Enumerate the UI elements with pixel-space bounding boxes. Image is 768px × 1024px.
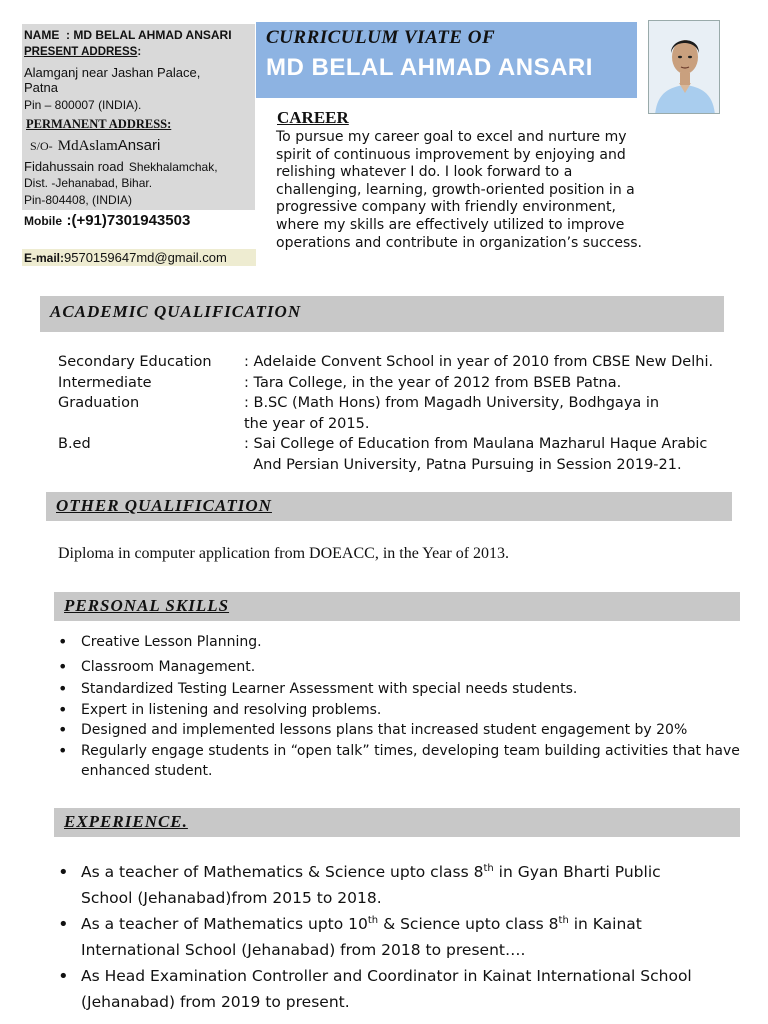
present-address-label: PRESENT ADDRESS:: [24, 46, 142, 58]
contact-box: [22, 24, 255, 210]
list-item: • Designed and implemented lessons plans that increased student engagement by 20%: [56, 720, 766, 741]
present-address-line: Pin – 800007 (INDIA).: [24, 98, 142, 112]
permanent-address-line: Fidahussain road Shekhalamchak,: [24, 159, 218, 174]
academic-heading: ACADEMIC QUALIFICATION: [50, 302, 302, 321]
mobile-line: Mobile :(+91)7301943503: [24, 212, 191, 229]
list-item: • Standardized Testing Learner Assessment with special needs students.: [56, 679, 766, 700]
present-address-line: Alamganj near Jashan Palace,: [24, 65, 201, 80]
career-text: To pursue my career goal to excel and nurture my spirit of continuous improvement by enjoying and relishing whatever I do. I look forward to a challenging, learning, growth-oriented position in a progressive company with friendly environment, where my skills are effectively utilized to improve operations and contribute in organization’s success.: [276, 129, 643, 251]
list-item: • Regularly engage students in “open talk” times, developing team building activities that have enhanced student.: [56, 741, 746, 782]
present-address-line: Patna: [24, 80, 58, 95]
skills-list: [56, 632, 766, 782]
skills-heading-bar: [54, 592, 740, 621]
career-heading: CAREER: [277, 108, 349, 127]
skills-heading: PERSONAL SKILLS: [64, 596, 230, 615]
permanent-address-line: Pin-804408, (INDIA): [24, 193, 133, 207]
other-qualification-text: Diploma in computer application from DOEACC, in the Year of 2013.: [58, 545, 510, 562]
experience-heading: EXPERIENCE.: [64, 812, 188, 831]
list-item: • Classroom Management.: [56, 657, 766, 678]
title-subheading: CURRICULUM VIATE OF: [266, 27, 496, 48]
mobile-number: :(+91)7301943503: [66, 212, 191, 229]
name-value: : MD BELAL AHMAD ANSARI: [66, 28, 232, 42]
list-item: • As a teacher of Mathematics upto 10th & Science upto class 8th in Kainat International School (Jehanabad) from 2018 to present….: [56, 912, 696, 963]
so-line: S/O- MdAslamAnsari: [30, 137, 161, 154]
permanent-address-line: Dist. -Jehanabad, Bihar.: [24, 176, 153, 190]
other-heading: OTHER QUALIFICATION: [56, 496, 272, 515]
experience-list: [56, 860, 696, 1016]
experience-heading-bar: [54, 808, 740, 837]
profile-photo: [648, 20, 720, 114]
name-line: [24, 28, 232, 42]
academic-heading-bar: [40, 296, 724, 332]
title-box: [256, 22, 637, 98]
list-item: • Expert in listening and resolving problems.: [56, 700, 766, 721]
email-line: E-mail:9570159647md@gmail.com: [22, 249, 256, 266]
title-name: MD BELAL AHMAD ANSARI: [266, 54, 593, 81]
list-item: • As Head Examination Controller and Coordinator in Kainat International School (Jehanabad) from 2019 to present.: [56, 964, 696, 1015]
list-item: • Creative Lesson Planning.: [56, 632, 766, 653]
name-label: NAME: [24, 28, 60, 42]
permanent-address-label: PERMANENT ADDRESS:: [26, 117, 172, 131]
other-heading-bar: [46, 492, 732, 521]
email-address[interactable]: 9570159647md@gmail.com: [64, 250, 227, 265]
list-item: • As a teacher of Mathematics & Science upto class 8th in Gyan Bharti Public School (Jehanabad)from 2015 to 2018.: [56, 860, 696, 911]
